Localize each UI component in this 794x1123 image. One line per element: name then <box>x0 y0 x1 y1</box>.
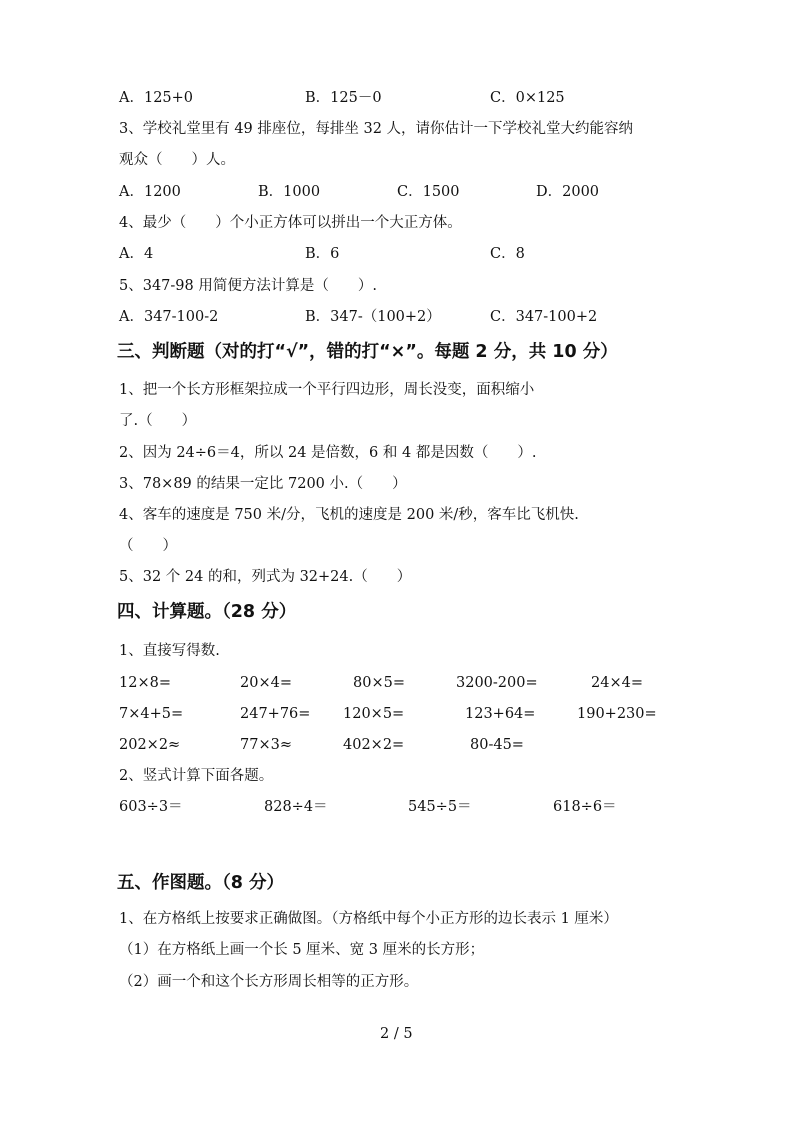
calc-item: 80-45= <box>470 737 524 753</box>
q4-option-a: A．4 <box>119 246 154 262</box>
q5-option-c: C．347-100+2 <box>490 309 598 325</box>
q3-option-c: C．1500 <box>397 184 460 200</box>
calc-item: 3200-200= <box>456 675 538 691</box>
section5-item: （2）画一个和这个长方形周长相等的正方形。 <box>119 974 419 990</box>
section3-item: 2、因为 24÷6＝4，所以 24 是倍数，6 和 4 都是因数（ ）. <box>119 445 537 461</box>
q3-text-line2: 观众（ ）人。 <box>119 152 235 168</box>
q4-text: 4、最少（ ）个小正方体可以拼出一个大正方体。 <box>119 215 462 231</box>
calc-item: 247+76= <box>240 706 311 722</box>
q2-option-a: A．125+0 <box>119 90 194 106</box>
section3-item: 3、78×89 的结果一定比 7200 小.（ ） <box>119 476 407 492</box>
q5-option-a: A．347-100-2 <box>119 309 219 325</box>
section3-item: 4、客车的速度是 750 米/分，飞机的速度是 200 米/秒，客车比飞机快. <box>119 507 579 523</box>
q2-option-b: B．125－0 <box>305 90 382 106</box>
section5-heading: 五、作图题。（8 分） <box>117 873 285 893</box>
q3-option-d: D．2000 <box>536 184 600 200</box>
calc-item: 402×2= <box>343 737 405 753</box>
q2-option-c: C．0×125 <box>490 90 565 106</box>
calc-item: 545÷5＝ <box>408 799 472 815</box>
q3-option-a: A．1200 <box>119 184 181 200</box>
q5-option-b: B．347-（100+2） <box>305 309 441 325</box>
calc-item: 190+230= <box>577 706 657 722</box>
calc-item: 603÷3＝ <box>119 799 183 815</box>
page-number: 2 / 5 <box>380 1026 413 1042</box>
calc-item: 828÷4＝ <box>264 799 328 815</box>
section3-heading: 三、判断题（对的打“√”，错的打“×”。每题 2 分，共 10 分） <box>117 342 618 362</box>
calc-item: 7×4+5= <box>119 706 184 722</box>
section4-part2-title: 2、竖式计算下面各题。 <box>119 768 274 784</box>
section5-item: （1）在方格纸上画一个长 5 厘米、宽 3 厘米的长方形； <box>119 942 485 958</box>
section3-item: （ ） <box>119 538 177 554</box>
q4-option-c: C．8 <box>490 246 525 262</box>
calc-item: 24×4= <box>591 675 643 691</box>
section4-heading: 四、计算题。（28 分） <box>117 602 297 622</box>
section4-part1-title: 1、直接写得数. <box>119 643 220 659</box>
calc-item: 618÷6＝ <box>553 799 617 815</box>
section5-item: 1、在方格纸上按要求正确做图。（方格纸中每个小正方形的边长表示 1 厘米） <box>119 911 618 927</box>
q3-text-line1: 3、学校礼堂里有 49 排座位，每排坐 32 人，请你估计一下学校礼堂大约能容纳 <box>119 121 634 137</box>
calc-item: 123+64= <box>465 706 536 722</box>
section3-item: 了.（ ） <box>119 413 197 429</box>
section3-item: 1、把一个长方形框架拉成一个平行四边形，周长没变，面积缩小 <box>119 382 535 398</box>
calc-item: 77×3≈ <box>240 737 292 753</box>
q4-option-b: B．6 <box>305 246 340 262</box>
calc-item: 202×2≈ <box>119 737 181 753</box>
q5-text: 5、347-98 用简便方法计算是（ ）. <box>119 278 377 294</box>
q3-option-b: B．1000 <box>258 184 321 200</box>
calc-item: 12×8= <box>119 675 171 691</box>
section3-item: 5、32 个 24 的和，列式为 32+24.（ ） <box>119 569 412 585</box>
calc-item: 80×5= <box>353 675 405 691</box>
calc-item: 20×4= <box>240 675 292 691</box>
calc-item: 120×5= <box>343 706 405 722</box>
